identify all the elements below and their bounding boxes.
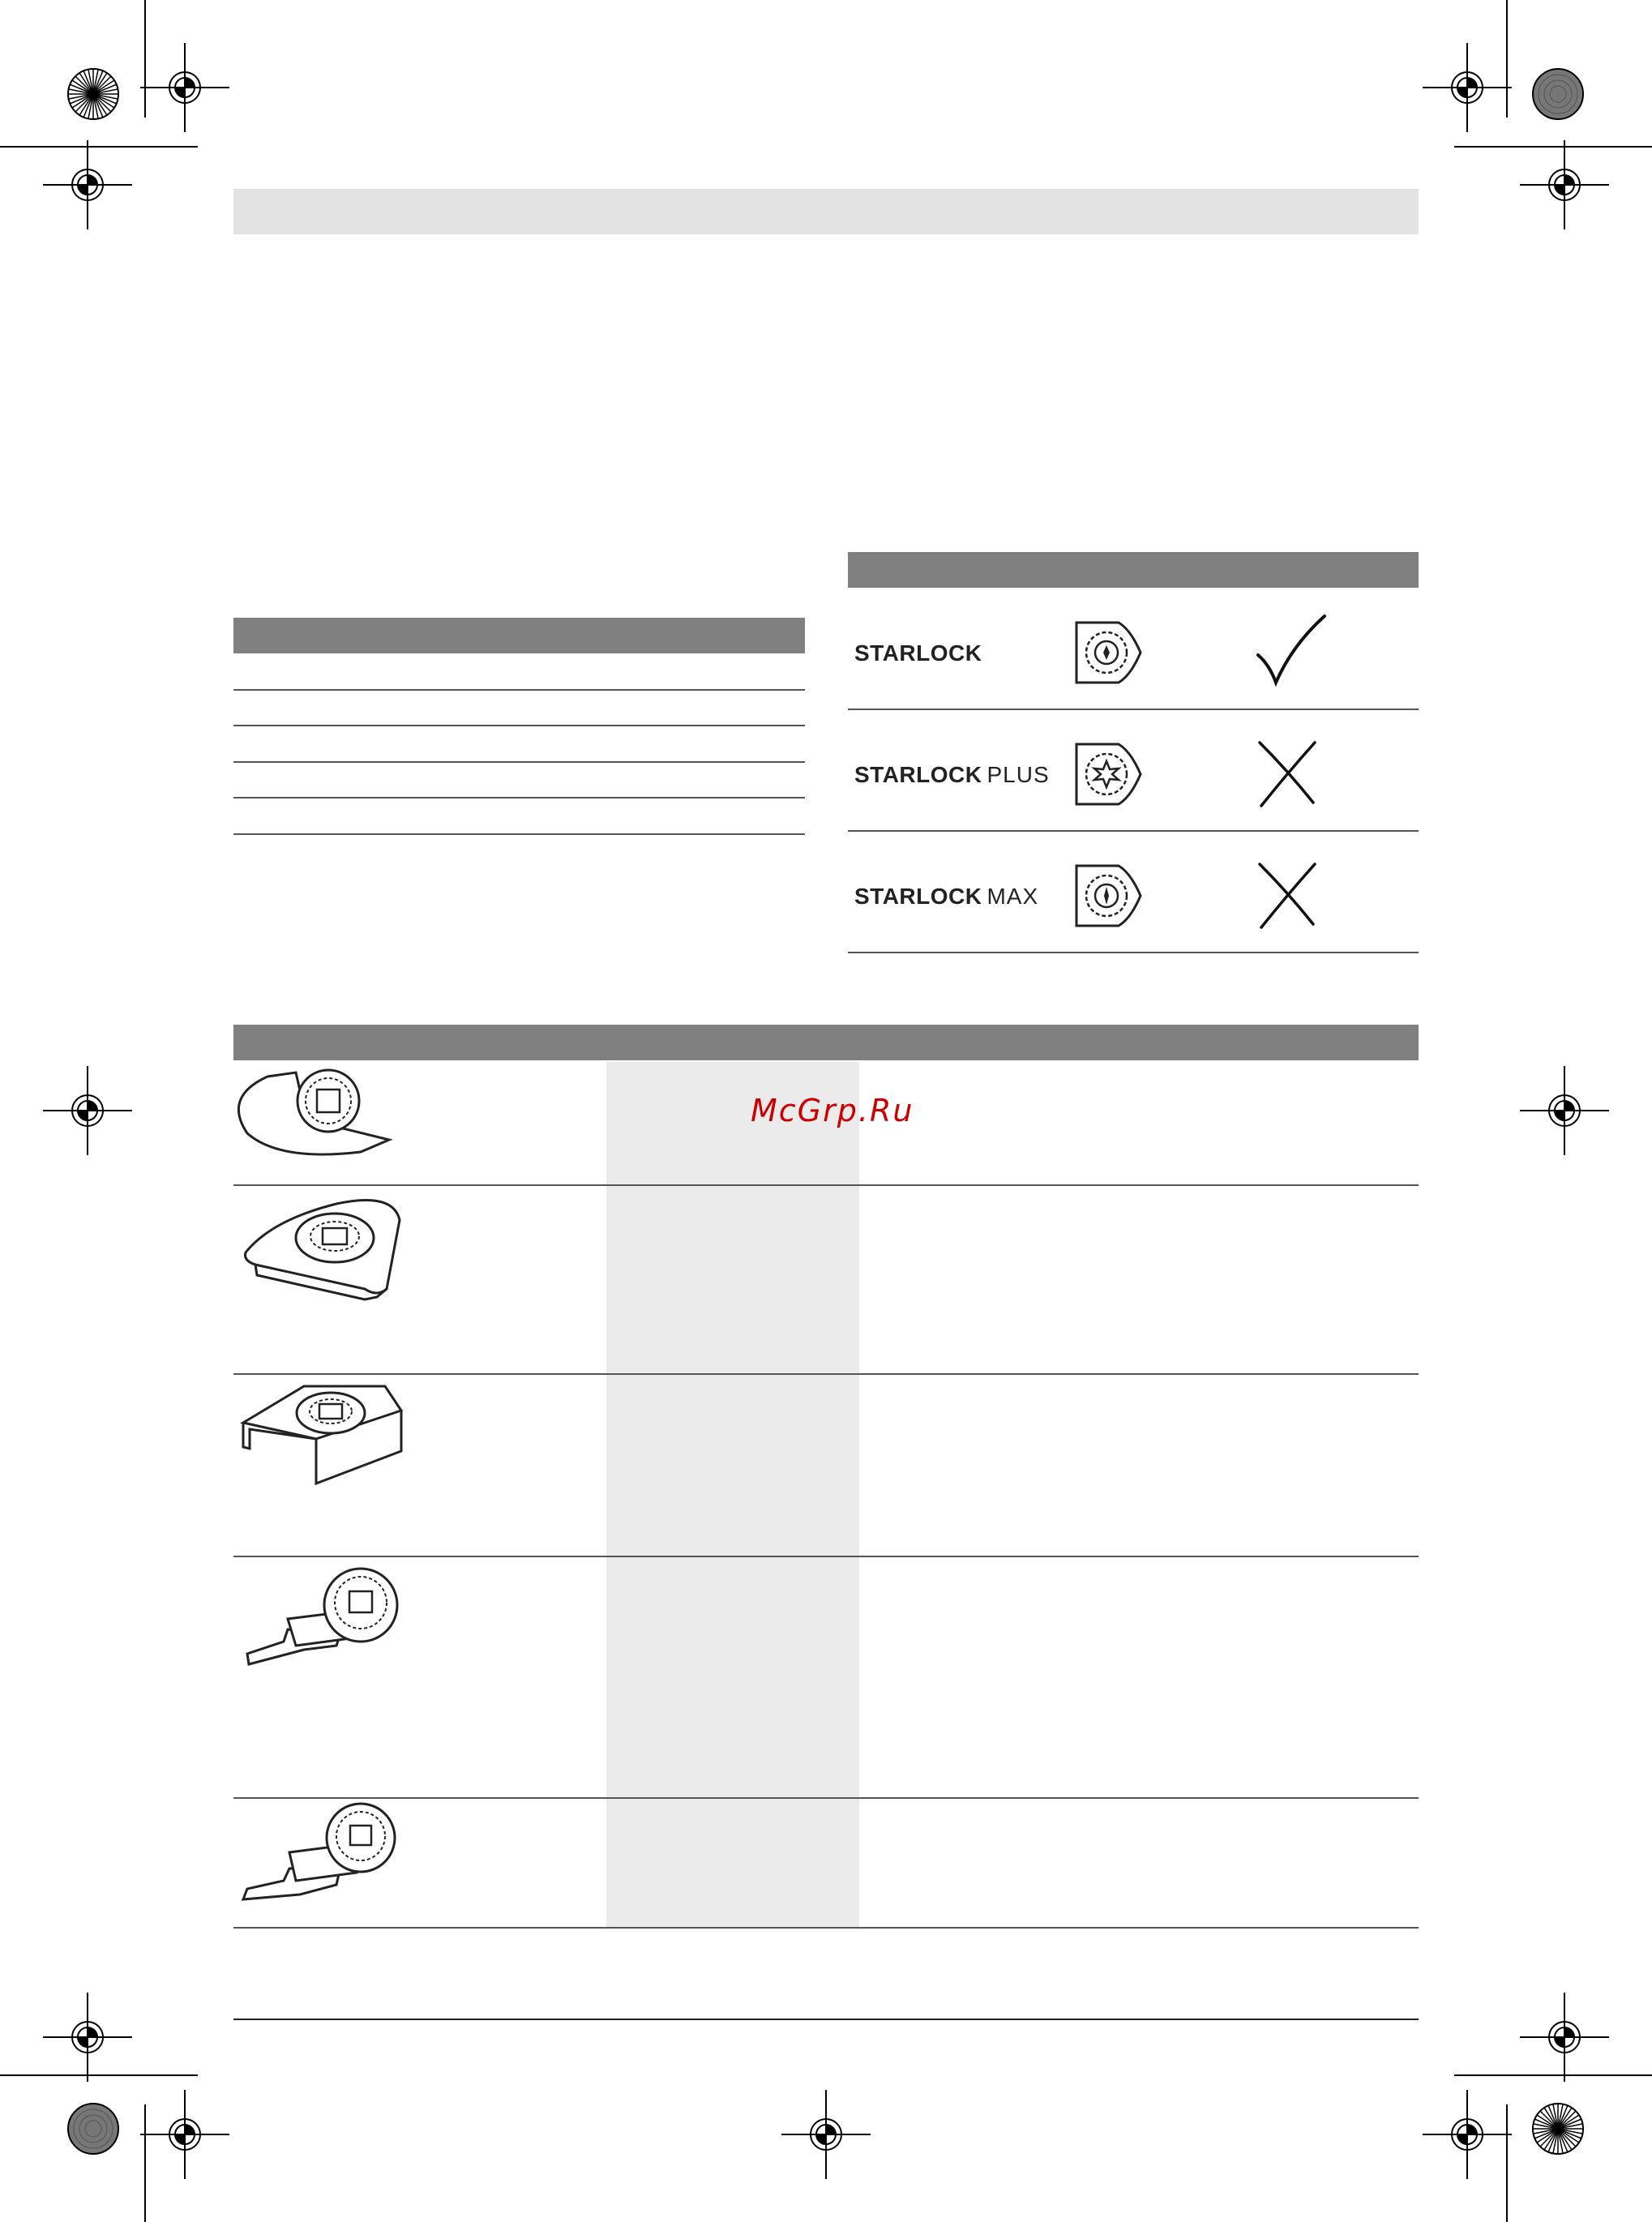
specs-table-row-rule [233, 725, 805, 726]
page-header-band [233, 189, 1419, 234]
accessory-table-header-bar [233, 1025, 1419, 1060]
starlock-logo: STARLOCK [854, 640, 982, 666]
watermark: McGrp.Ru [751, 1093, 914, 1128]
segment-saw-blade-icon [239, 1068, 401, 1166]
footer-rule [233, 2019, 1419, 2020]
specs-table-header-bar [233, 618, 805, 653]
plunge-cut-blade-icon [239, 1569, 426, 1690]
specs-table-row-rule [233, 761, 805, 763]
check-icon [1255, 614, 1328, 687]
accessory-row-rule [233, 1927, 1419, 1929]
accessory-row-rule [233, 1556, 1419, 1557]
compatibility-table-header-bar [848, 552, 1419, 588]
starlock-plus-mount-icon [1074, 742, 1147, 807]
starlock-mount-icon [1074, 620, 1147, 685]
accessory-row-rule [233, 1184, 1419, 1186]
cross-icon [1255, 859, 1328, 932]
compatibility-row-rule [848, 709, 1419, 710]
starlock-plus-logo: STARLOCK PLUS [854, 762, 1050, 787]
compatibility-row-rule [848, 830, 1419, 832]
specs-table-row-rule [233, 797, 805, 798]
plunge-cut-blade-wide-icon [239, 1804, 426, 1909]
specs-table-row-rule [233, 689, 805, 691]
delta-sanding-plate-icon [239, 1196, 409, 1301]
cross-icon [1255, 738, 1328, 811]
accessory-row-rule [233, 1373, 1419, 1375]
specs-table-row-rule [233, 833, 805, 835]
sanding-pad-icon [235, 1382, 422, 1496]
starlock-max-mount-icon [1074, 863, 1147, 928]
starlock-max-logo: STARLOCK MAX [854, 884, 1039, 909]
accessory-row-rule [233, 1797, 1419, 1799]
compatibility-row-rule [848, 952, 1419, 953]
